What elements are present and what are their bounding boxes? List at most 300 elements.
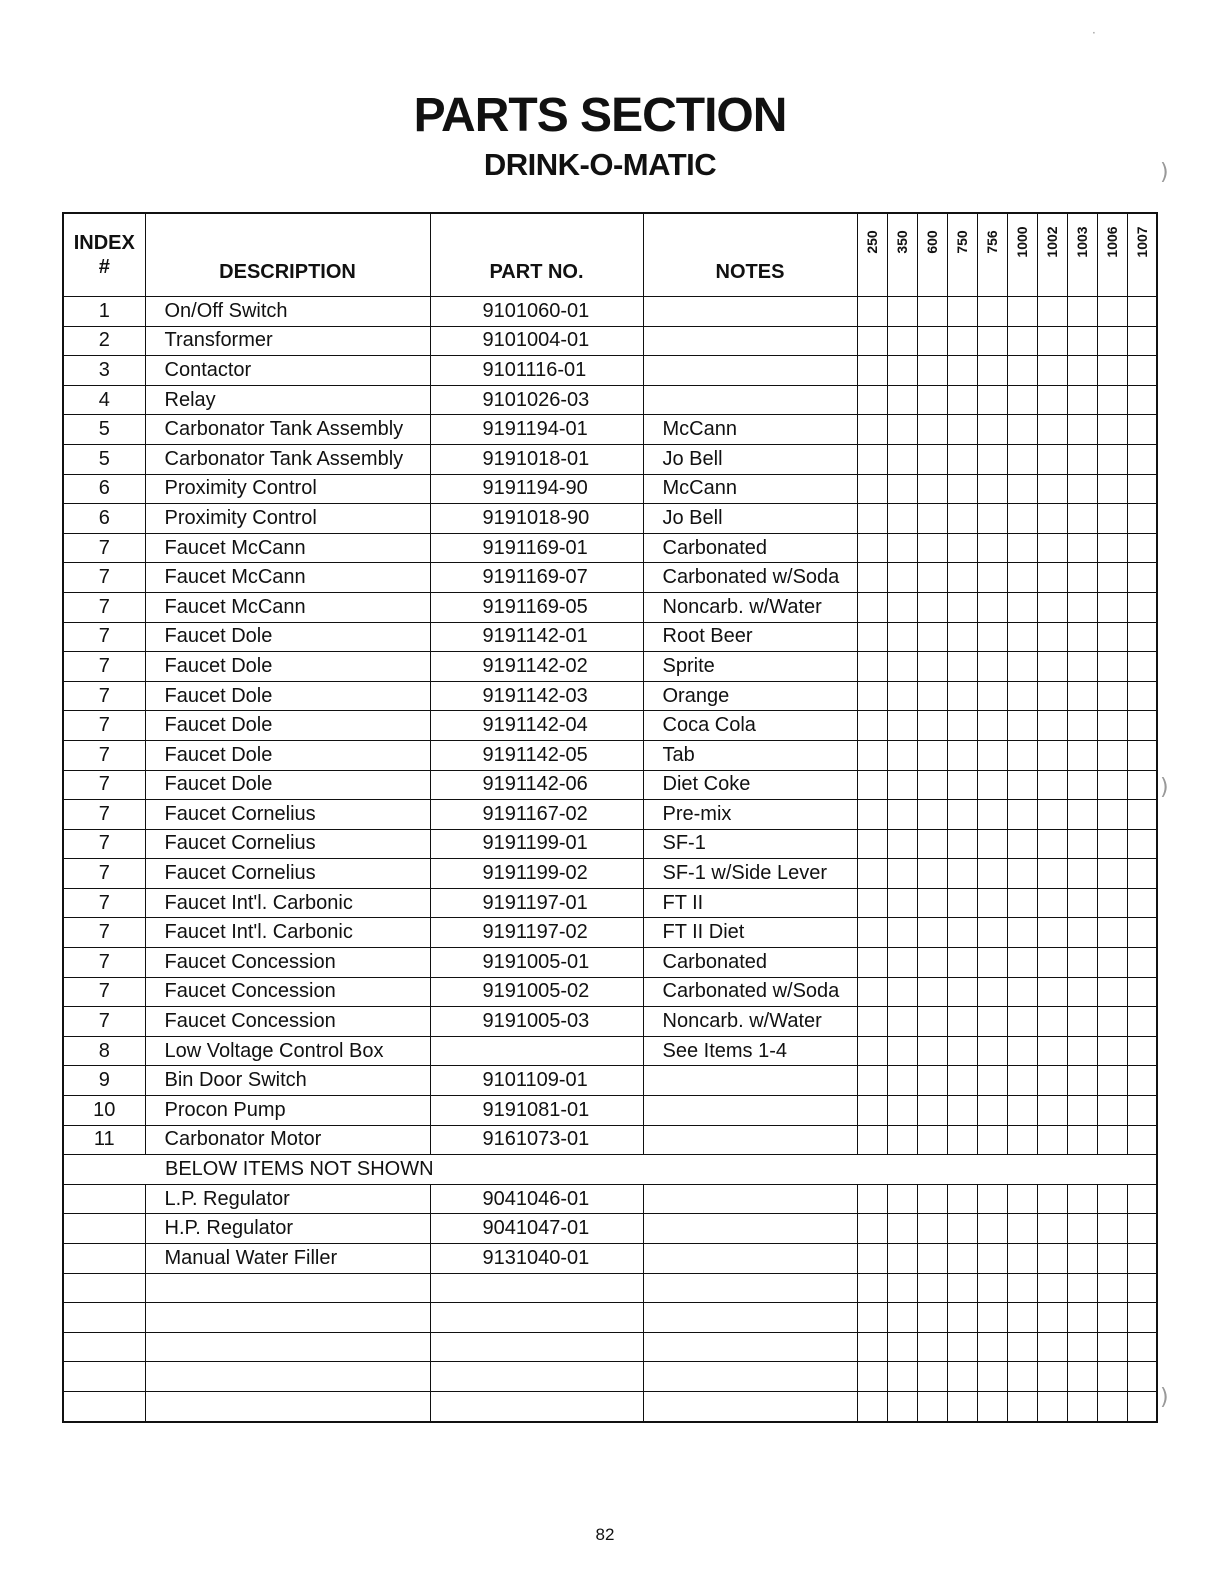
model-check-cell <box>1127 356 1157 386</box>
table-row <box>63 948 1157 978</box>
model-check-cell <box>947 829 977 859</box>
part-no-cell: 9101060-01 <box>430 297 643 327</box>
model-check-cell <box>947 1391 977 1421</box>
model-check-cell <box>1007 1303 1037 1333</box>
index-cell: 7 <box>63 800 145 830</box>
model-check-cell <box>947 563 977 593</box>
table-row <box>63 859 1157 889</box>
model-check-cell <box>1067 1303 1097 1333</box>
description-cell <box>145 1332 430 1362</box>
model-check-cell <box>977 681 1007 711</box>
model-check-cell <box>1097 948 1127 978</box>
model-label: 350 <box>894 230 910 254</box>
model-check-cell <box>977 385 1007 415</box>
index-header-label: INDEX <box>73 232 135 254</box>
model-check-cell <box>977 740 1007 770</box>
model-check-cell <box>977 1184 1007 1214</box>
model-check-cell <box>947 1273 977 1303</box>
model-check-cell <box>917 652 947 682</box>
notes-cell: Orange <box>643 681 857 711</box>
notes-cell: Sprite <box>643 652 857 682</box>
model-check-cell <box>1007 711 1037 741</box>
description-cell: On/Off Switch <box>145 297 430 327</box>
notes-header: NOTES <box>643 213 857 297</box>
index-cell: 7 <box>63 533 145 563</box>
binder-hole-mark: ) <box>1160 160 1169 185</box>
notes-cell <box>643 1184 857 1214</box>
index-cell: 4 <box>63 385 145 415</box>
model-check-cell <box>1067 1066 1097 1096</box>
description-cell: Manual Water Filler <box>145 1244 430 1274</box>
model-check-cell <box>1007 474 1037 504</box>
table-row <box>63 888 1157 918</box>
table-row <box>63 1214 1157 1244</box>
part-no-cell <box>430 1036 643 1066</box>
notes-cell <box>643 1244 857 1274</box>
below-items-label: BELOW ITEMS NOT SHOWN <box>63 1155 1157 1185</box>
description-cell: Faucet Dole <box>145 740 430 770</box>
table-row <box>63 326 1157 356</box>
model-check-cell <box>857 1214 887 1244</box>
model-check-cell <box>1097 444 1127 474</box>
model-check-cell <box>887 1303 917 1333</box>
model-check-cell <box>1007 800 1037 830</box>
notes-cell: FT II <box>643 888 857 918</box>
notes-cell: McCann <box>643 474 857 504</box>
model-check-cell <box>1067 1096 1097 1126</box>
model-check-cell <box>1127 444 1157 474</box>
notes-cell <box>643 1391 857 1421</box>
model-check-cell <box>857 1332 887 1362</box>
model-check-cell <box>1037 1184 1067 1214</box>
model-check-cell <box>1067 977 1097 1007</box>
description-cell: Faucet Int'l. Carbonic <box>145 918 430 948</box>
model-check-cell <box>947 1125 977 1155</box>
index-cell: 7 <box>63 918 145 948</box>
model-check-cell <box>1067 533 1097 563</box>
model-check-cell <box>1127 1125 1157 1155</box>
model-check-cell <box>1097 1036 1127 1066</box>
part-no-cell: 9131040-01 <box>430 1244 643 1274</box>
model-check-cell <box>977 1125 1007 1155</box>
model-check-cell <box>947 948 977 978</box>
model-check-cell <box>917 1036 947 1066</box>
model-check-cell <box>1127 770 1157 800</box>
model-check-cell <box>1127 1214 1157 1244</box>
model-check-cell <box>1037 1391 1067 1421</box>
notes-cell: Carbonated w/Soda <box>643 563 857 593</box>
model-check-cell <box>947 1214 977 1244</box>
table-row <box>63 1184 1157 1214</box>
model-check-cell <box>977 918 1007 948</box>
notes-cell: Carbonated w/Soda <box>643 977 857 1007</box>
notes-cell: Coca Cola <box>643 711 857 741</box>
table-row <box>63 740 1157 770</box>
index-cell: 7 <box>63 563 145 593</box>
table-row <box>63 1036 1157 1066</box>
model-check-cell <box>1127 504 1157 534</box>
model-check-cell <box>977 829 1007 859</box>
model-label: 1003 <box>1074 226 1090 258</box>
table-row <box>63 592 1157 622</box>
model-check-cell <box>887 711 917 741</box>
part-no-cell: 9161073-01 <box>430 1125 643 1155</box>
model-check-cell <box>1127 1273 1157 1303</box>
model-check-cell <box>1007 652 1037 682</box>
model-check-cell <box>1007 1214 1037 1244</box>
model-check-cell <box>1037 622 1067 652</box>
model-check-cell <box>917 563 947 593</box>
part-no-cell <box>430 1273 643 1303</box>
description-cell: Low Voltage Control Box <box>145 1036 430 1066</box>
model-check-cell <box>947 356 977 386</box>
model-check-cell <box>977 770 1007 800</box>
part-no-cell: 9191197-01 <box>430 888 643 918</box>
model-check-cell <box>857 1303 887 1333</box>
description-cell: Bin Door Switch <box>145 1066 430 1096</box>
model-check-cell <box>977 711 1007 741</box>
model-check-cell <box>947 770 977 800</box>
model-check-cell <box>977 800 1007 830</box>
model-check-cell <box>857 1362 887 1392</box>
notes-cell: Diet Coke <box>643 770 857 800</box>
model-check-cell <box>1097 740 1127 770</box>
table-row <box>63 444 1157 474</box>
model-check-cell <box>1007 1125 1037 1155</box>
description-cell: Faucet Cornelius <box>145 829 430 859</box>
model-check-cell <box>1067 1036 1097 1066</box>
model-check-cell <box>857 1096 887 1126</box>
model-check-cell <box>1007 770 1037 800</box>
notes-cell: SF-1 w/Side Lever <box>643 859 857 889</box>
model-check-cell <box>1097 1244 1127 1274</box>
notes-cell: McCann <box>643 415 857 445</box>
part-no-cell <box>430 1303 643 1333</box>
model-check-cell <box>917 740 947 770</box>
model-check-cell <box>1037 977 1067 1007</box>
model-check-cell <box>1007 977 1037 1007</box>
model-check-cell <box>1037 770 1067 800</box>
model-check-cell <box>857 740 887 770</box>
model-check-cell <box>857 385 887 415</box>
index-cell: 7 <box>63 770 145 800</box>
notes-cell: Jo Bell <box>643 504 857 534</box>
model-check-cell <box>887 829 917 859</box>
model-check-cell <box>1097 1184 1127 1214</box>
model-check-cell <box>1037 1244 1067 1274</box>
model-check-cell <box>1007 1244 1037 1274</box>
model-label: 750 <box>954 230 970 254</box>
parts-table <box>62 212 1158 1423</box>
description-cell: L.P. Regulator <box>145 1184 430 1214</box>
part-no-cell: 9191169-07 <box>430 563 643 593</box>
model-check-cell <box>1037 859 1067 889</box>
model-check-cell <box>1127 888 1157 918</box>
model-label: 1000 <box>1014 226 1030 258</box>
model-check-cell <box>1097 1391 1127 1421</box>
model-check-cell <box>1127 533 1157 563</box>
model-check-cell <box>887 1007 917 1037</box>
model-check-cell <box>947 711 977 741</box>
model-check-cell <box>1097 415 1127 445</box>
model-check-cell <box>917 533 947 563</box>
model-check-cell <box>857 592 887 622</box>
model-check-cell <box>917 770 947 800</box>
description-cell: Faucet Concession <box>145 977 430 1007</box>
model-check-cell <box>917 356 947 386</box>
model-check-cell <box>887 326 917 356</box>
model-check-cell <box>1097 1007 1127 1037</box>
model-check-cell <box>1097 356 1127 386</box>
model-check-cell <box>1067 297 1097 327</box>
model-check-cell <box>917 711 947 741</box>
description-cell: H.P. Regulator <box>145 1214 430 1244</box>
model-check-cell <box>1097 711 1127 741</box>
index-cell: 9 <box>63 1066 145 1096</box>
model-check-cell <box>947 977 977 1007</box>
model-check-cell <box>1037 1332 1067 1362</box>
model-check-cell <box>977 444 1007 474</box>
model-header <box>1007 213 1037 297</box>
model-check-cell <box>917 681 947 711</box>
description-cell: Faucet McCann <box>145 533 430 563</box>
model-check-cell <box>917 1244 947 1274</box>
model-check-cell <box>1007 563 1037 593</box>
description-cell: Faucet Cornelius <box>145 800 430 830</box>
model-check-cell <box>1097 504 1127 534</box>
model-check-cell <box>1127 415 1157 445</box>
model-check-cell <box>887 770 917 800</box>
notes-cell: Root Beer <box>643 622 857 652</box>
model-check-cell <box>917 800 947 830</box>
model-check-cell <box>947 859 977 889</box>
model-check-cell <box>1127 1007 1157 1037</box>
model-check-cell <box>1037 356 1067 386</box>
description-cell: Contactor <box>145 356 430 386</box>
model-check-cell <box>887 740 917 770</box>
model-check-cell <box>947 504 977 534</box>
model-check-cell <box>977 1244 1007 1274</box>
model-check-cell <box>1037 681 1067 711</box>
model-check-cell <box>1097 533 1127 563</box>
model-check-cell <box>1127 1391 1157 1421</box>
part-no-cell <box>430 1332 643 1362</box>
model-check-cell <box>1037 918 1067 948</box>
table-row <box>63 563 1157 593</box>
model-check-cell <box>1127 1303 1157 1333</box>
model-check-cell <box>1067 356 1097 386</box>
description-cell: Proximity Control <box>145 474 430 504</box>
model-check-cell <box>917 326 947 356</box>
model-check-cell <box>887 948 917 978</box>
model-check-cell <box>1127 1362 1157 1392</box>
model-check-cell <box>977 652 1007 682</box>
model-check-cell <box>1037 1066 1067 1096</box>
model-check-cell <box>1037 948 1067 978</box>
notes-cell <box>643 1096 857 1126</box>
model-check-cell <box>887 1244 917 1274</box>
model-check-cell <box>1037 1362 1067 1392</box>
model-check-cell <box>1097 770 1127 800</box>
part-no-cell: 9191194-01 <box>430 415 643 445</box>
model-check-cell <box>1007 592 1037 622</box>
model-check-cell <box>1037 326 1067 356</box>
model-check-cell <box>1037 563 1067 593</box>
index-cell: 2 <box>63 326 145 356</box>
model-check-cell <box>1067 1125 1097 1155</box>
model-check-cell <box>1097 681 1127 711</box>
model-check-cell <box>857 800 887 830</box>
model-check-cell <box>947 918 977 948</box>
index-cell: 7 <box>63 1007 145 1037</box>
table-row <box>63 385 1157 415</box>
index-cell <box>63 1214 145 1244</box>
model-check-cell <box>1067 740 1097 770</box>
model-check-cell <box>887 563 917 593</box>
model-check-cell <box>1067 770 1097 800</box>
notes-cell: Carbonated <box>643 533 857 563</box>
model-check-cell <box>917 504 947 534</box>
notes-cell: FT II Diet <box>643 918 857 948</box>
model-check-cell <box>1067 622 1097 652</box>
part-no-cell: 9191005-02 <box>430 977 643 1007</box>
model-check-cell <box>917 415 947 445</box>
model-check-cell <box>1037 385 1067 415</box>
model-check-cell <box>917 1066 947 1096</box>
section-row <box>63 1155 1157 1185</box>
index-cell: 7 <box>63 829 145 859</box>
model-check-cell <box>947 1007 977 1037</box>
model-check-cell <box>1067 385 1097 415</box>
model-check-cell <box>887 652 917 682</box>
model-check-cell <box>977 1214 1007 1244</box>
model-check-cell <box>1067 1391 1097 1421</box>
model-check-cell <box>887 1362 917 1392</box>
model-check-cell <box>917 1303 947 1333</box>
model-check-cell <box>1037 1273 1067 1303</box>
model-check-cell <box>1067 474 1097 504</box>
model-check-cell <box>887 1096 917 1126</box>
model-check-cell <box>1007 1332 1037 1362</box>
model-check-cell <box>857 356 887 386</box>
table-row <box>63 1125 1157 1155</box>
model-check-cell <box>1037 1007 1067 1037</box>
model-check-cell <box>1007 1096 1037 1126</box>
model-check-cell <box>857 681 887 711</box>
model-check-cell <box>1067 948 1097 978</box>
model-check-cell <box>977 1066 1007 1096</box>
model-check-cell <box>1097 1362 1127 1392</box>
model-check-cell <box>917 1125 947 1155</box>
model-check-cell <box>977 888 1007 918</box>
model-check-cell <box>1037 829 1067 859</box>
model-check-cell <box>947 592 977 622</box>
model-check-cell <box>1127 1244 1157 1274</box>
model-header <box>857 213 887 297</box>
table-row <box>63 1391 1157 1421</box>
model-check-cell <box>1007 1066 1037 1096</box>
part-no-cell <box>430 1391 643 1421</box>
model-label: 1007 <box>1133 226 1150 258</box>
part-no-cell: 9191005-03 <box>430 1007 643 1037</box>
model-check-cell <box>1007 622 1037 652</box>
model-check-cell <box>1127 918 1157 948</box>
model-check-cell <box>887 474 917 504</box>
model-check-cell <box>887 800 917 830</box>
index-cell: 7 <box>63 859 145 889</box>
part-no-cell: 9191194-90 <box>430 474 643 504</box>
model-check-cell <box>1097 1332 1127 1362</box>
index-cell <box>63 1332 145 1362</box>
model-check-cell <box>1037 1214 1067 1244</box>
index-cell <box>63 1362 145 1392</box>
model-check-cell <box>977 297 1007 327</box>
description-cell: Faucet Dole <box>145 652 430 682</box>
description-cell: Faucet McCann <box>145 592 430 622</box>
table-header-row <box>63 213 1157 297</box>
model-check-cell <box>947 740 977 770</box>
model-check-cell <box>1037 1096 1067 1126</box>
model-check-cell <box>1037 415 1067 445</box>
model-check-cell <box>1097 563 1127 593</box>
model-check-cell <box>1037 740 1067 770</box>
table-row <box>63 1362 1157 1392</box>
model-check-cell <box>1037 504 1067 534</box>
binder-hole-mark: ) <box>1160 775 1169 800</box>
part-no-cell: 9101026-03 <box>430 385 643 415</box>
model-check-cell <box>977 356 1007 386</box>
page-subtitle: DRINK-O-MATIC <box>483 147 717 182</box>
model-check-cell <box>947 652 977 682</box>
model-check-cell <box>1127 1096 1157 1126</box>
model-check-cell <box>1127 948 1157 978</box>
model-check-cell <box>977 859 1007 889</box>
description-cell: Faucet Int'l. Carbonic <box>145 888 430 918</box>
model-check-cell <box>917 474 947 504</box>
model-check-cell <box>947 1244 977 1274</box>
index-cell: 6 <box>63 474 145 504</box>
model-check-cell <box>1007 918 1037 948</box>
model-check-cell <box>947 326 977 356</box>
model-check-cell <box>1037 444 1067 474</box>
model-check-cell <box>947 1184 977 1214</box>
model-check-cell <box>1067 1273 1097 1303</box>
table-row <box>63 356 1157 386</box>
model-check-cell <box>887 415 917 445</box>
model-check-cell <box>1097 1273 1127 1303</box>
model-check-cell <box>1127 681 1157 711</box>
table-row <box>63 1244 1157 1274</box>
model-check-cell <box>887 504 917 534</box>
model-check-cell <box>857 859 887 889</box>
model-check-cell <box>1127 1184 1157 1214</box>
model-check-cell <box>947 622 977 652</box>
table-row <box>63 918 1157 948</box>
model-check-cell <box>1007 859 1037 889</box>
model-check-cell <box>1007 948 1037 978</box>
index-cell: 6 <box>63 504 145 534</box>
model-check-cell <box>1097 592 1127 622</box>
model-check-cell <box>977 622 1007 652</box>
notes-cell: Noncarb. w/Water <box>643 592 857 622</box>
model-check-cell <box>857 888 887 918</box>
notes-cell <box>643 1273 857 1303</box>
description-header: DESCRIPTION <box>145 213 430 297</box>
part-no-cell: 9191142-06 <box>430 770 643 800</box>
model-check-cell <box>887 592 917 622</box>
part-no-header: PART NO. <box>430 213 643 297</box>
description-cell: Faucet Dole <box>145 711 430 741</box>
